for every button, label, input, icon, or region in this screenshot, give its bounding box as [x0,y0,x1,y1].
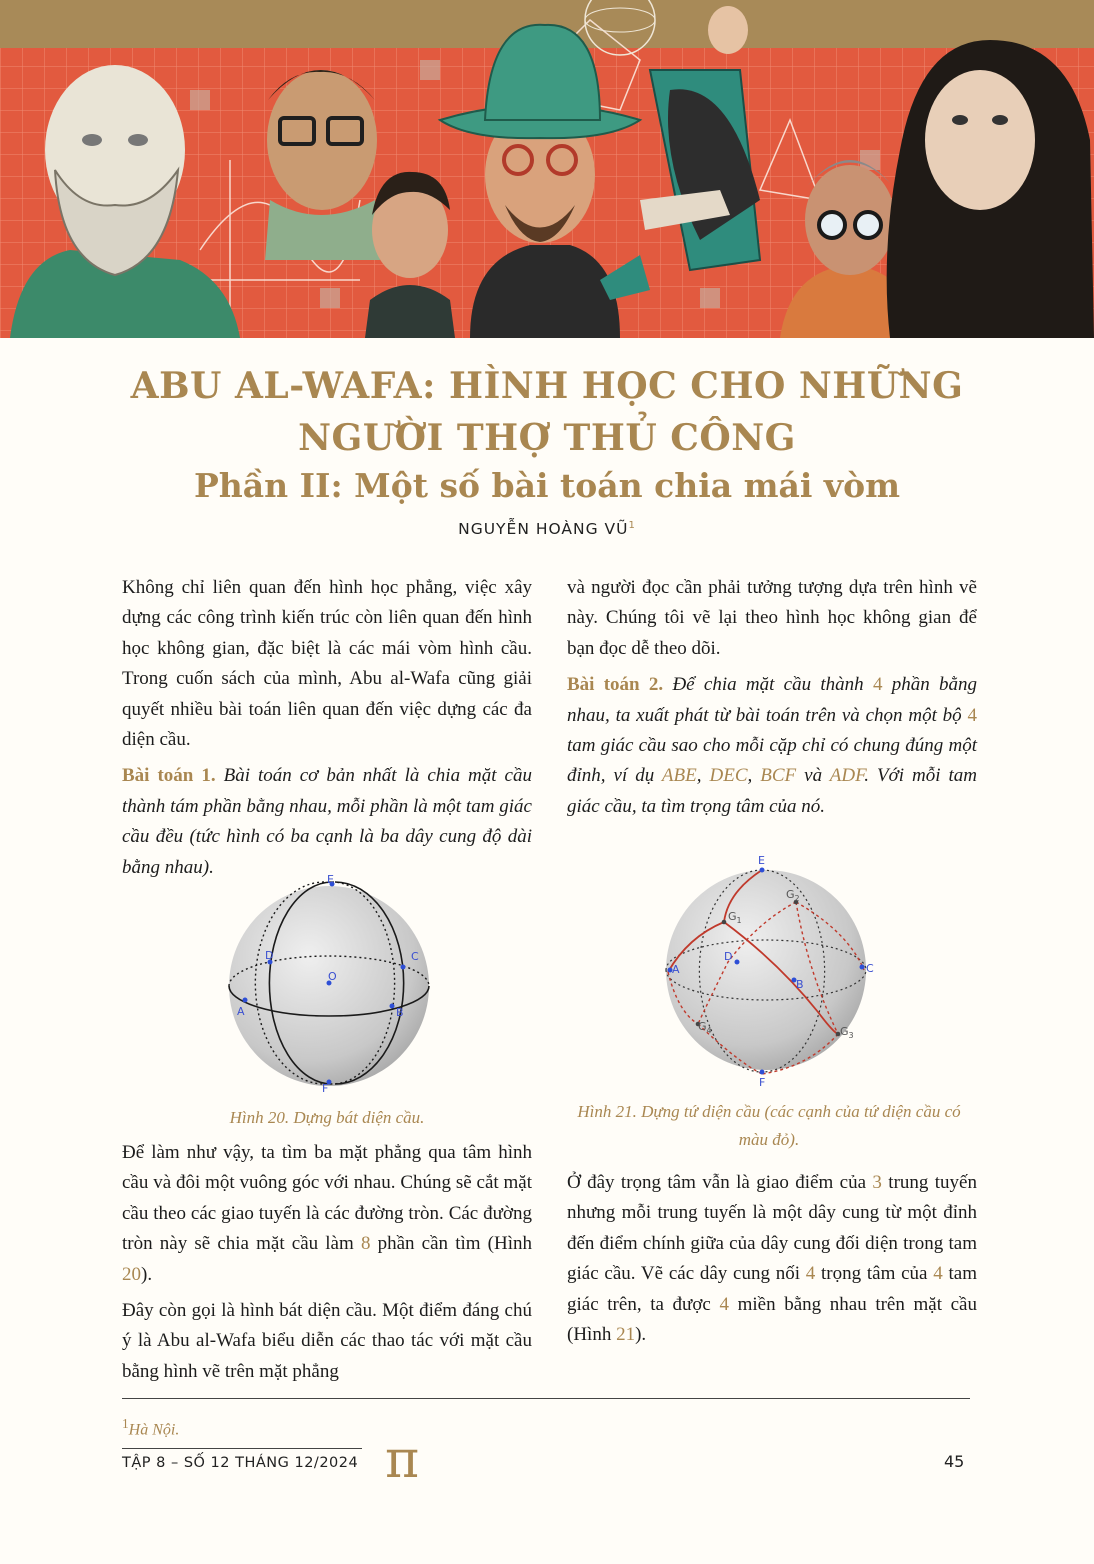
figure-21-spherical-tetrahedron [658,852,888,1092]
right-paragraph-1: và người đọc cần phải tưởng tượng dựa trên hình vẽ này. Chúng tôi vẽ lại theo hình học không gian để bạn đọc dễ theo dõi. [567,577,977,659]
fig20-label-O: O [328,970,337,983]
left-paragraph-1: Không chỉ liên quan đến hình học phẳng, việc xây dựng các công trình kiến trúc còn liên quan đến hình học không gian, đặc biệt là các mái vòm hình cầu. Trong cuốn sách của mình, Abu al-Wafa cũng giải quyết nhiều bài toán liên quan đến việc dựng các đa diện cầu. [122,577,532,751]
right-column [567,573,977,828]
r2-b: trung tuyến nhưng mỗi trung tuyến là một dây cung từ một đỉnh đến điểm chính giữa của dây cung đối diện trong tam giác cầu. Vẽ các dây cung nối [567,1172,977,1285]
footnote-divider [122,1398,970,1399]
fig20-label-A: A [237,1005,245,1018]
p2-a: Để chia mặt cầu thành [672,674,873,696]
fig21-label-C: C [866,962,874,975]
fig21-label-G2: $G_2$ [786,888,800,903]
problem-2 [567,670,977,822]
p2-text-b: phần cần tìm (Hình [370,1233,533,1255]
right-column-lower [567,1168,977,1356]
fig20-label-D: D [265,949,274,962]
fig20-label-F: F [322,1082,329,1092]
fig21-label-B: B [796,978,804,991]
and-word: và [796,765,830,787]
fig21-label-G4: $G_4$ [698,1020,712,1035]
fig21-label-D: D [724,950,733,963]
r2-f: ). [635,1324,647,1346]
left-column-lower [122,1138,532,1393]
running-footer: TẬP 8 – SỐ 12 THÁNG 12/2024 [122,1448,362,1471]
footnote-text: Hà Nội. [128,1421,180,1439]
p2-b: phần bằng nhau, ta xuất phát từ bài toán trên và chọn một bộ [567,674,977,726]
pi-logo-icon: π [385,1430,420,1490]
author-line [0,520,1094,538]
fig20-label-C: C [411,950,419,963]
p2-n1: 4 [872,674,883,696]
triangle-BCF: BCF [760,765,797,787]
article-subtitle: Phần II: Một số bài toán chia mái vòm [193,466,901,505]
triangle-DEC: DEC [709,765,748,787]
sep-1: , [696,765,710,787]
r2-figure-ref[interactable]: 21 [616,1324,636,1346]
problem-1-label: Bài toán 1. [122,765,216,787]
figure-21-caption: Hình 21. Dựng tứ diện cầu (các cạnh của tứ diện cầu có màu đỏ). [577,1102,961,1149]
page-number: 45 [944,1452,965,1471]
problem-1-text: Bài toán cơ bản nhất là chia mặt cầu thành tám phần bằng nhau, mỗi phần là một tam giác cầu đều (tức hình có ba cạnh là ba dây cung độ dài bằng nhau). [122,765,532,878]
r2-n2: 4 [805,1263,816,1285]
p2-text-a: Để làm như vậy, ta tìm ba mặt phẳng qua tâm hình cầu và đôi một vuông góc với nhau. Chúng sẽ cắt mặt cầu theo các giao tuyến là các đường tròn. Các đường tròn này sẽ chia mặt cầu làm [122,1142,532,1255]
left-column [122,573,532,889]
author-name: NGUYỄN HOÀNG VŨ [458,520,629,539]
problem-2-text [567,674,977,817]
fig20-label-B: B [396,1006,404,1019]
fig20-label-E: E [327,873,334,886]
p2-n2: 4 [967,704,977,726]
r2-c: trọng tâm của [815,1263,934,1285]
problem-1 [122,761,532,883]
sep-2: , [747,765,761,787]
title-line-2: NGƯỜI THỢ THỦ CÔNG [298,417,796,459]
fig21-label-A: A [672,963,680,976]
r2-d: tam giác trên, ta được [567,1263,977,1315]
author-footnote-mark: 1 [628,520,636,531]
fig21-label-F: F [759,1076,766,1089]
left-paragraph-3: Đây còn gọi là hình bát diện cầu. Một điểm đáng chú ý là Abu al-Wafa biểu diễn các thao tác với mặt cầu bằng hình vẽ trên mặt phẳng [122,1300,532,1382]
r2-n3: 4 [933,1263,943,1285]
fig21-label-G1: $G_1$ [728,910,742,925]
p2-c: tam giác cầu sao cho mỗi cặp chỉ có chung đúng một đỉnh, ví dụ [567,735,977,787]
r2-e: miền bằng nhau trên mặt cầu (Hình [567,1293,977,1346]
triangle-ADF: ADF [829,765,865,787]
footnote-mark: 1 [122,1416,129,1431]
right-paragraph-2 [567,1168,977,1350]
r2-n4: 4 [719,1293,729,1315]
r2-a: Ở đây trọng tâm vẫn là giao điểm của [567,1172,873,1193]
p2-figure-ref[interactable]: 20 [122,1263,141,1285]
p2-d: . Với mỗi tam giác cầu, ta tìm trọng tâm của nó. [567,765,978,817]
p2-number-8: 8 [360,1233,371,1255]
footnote [122,1416,179,1439]
triangle-ABE: ABE [661,765,697,787]
fig21-label-G3: $G_3$ [840,1025,854,1040]
figure-20-caption: Hình 20. Dựng bát diện cầu. [229,1108,425,1127]
figure-20-spherical-octahedron [215,872,445,1092]
left-paragraph-2 [122,1138,532,1290]
p2-text-c: ). [141,1263,153,1285]
problem-2-label: Bài toán 2. [567,674,664,696]
r2-n1: 3 [872,1172,882,1193]
mathematicians-illustration [0,0,1094,338]
title-line-1: ABU AL-WAFA: HÌNH HỌC CHO NHỮNG [130,365,964,407]
fig21-label-E: E [758,854,765,867]
header-illustration [0,0,1094,338]
article-title-block [0,360,1094,538]
